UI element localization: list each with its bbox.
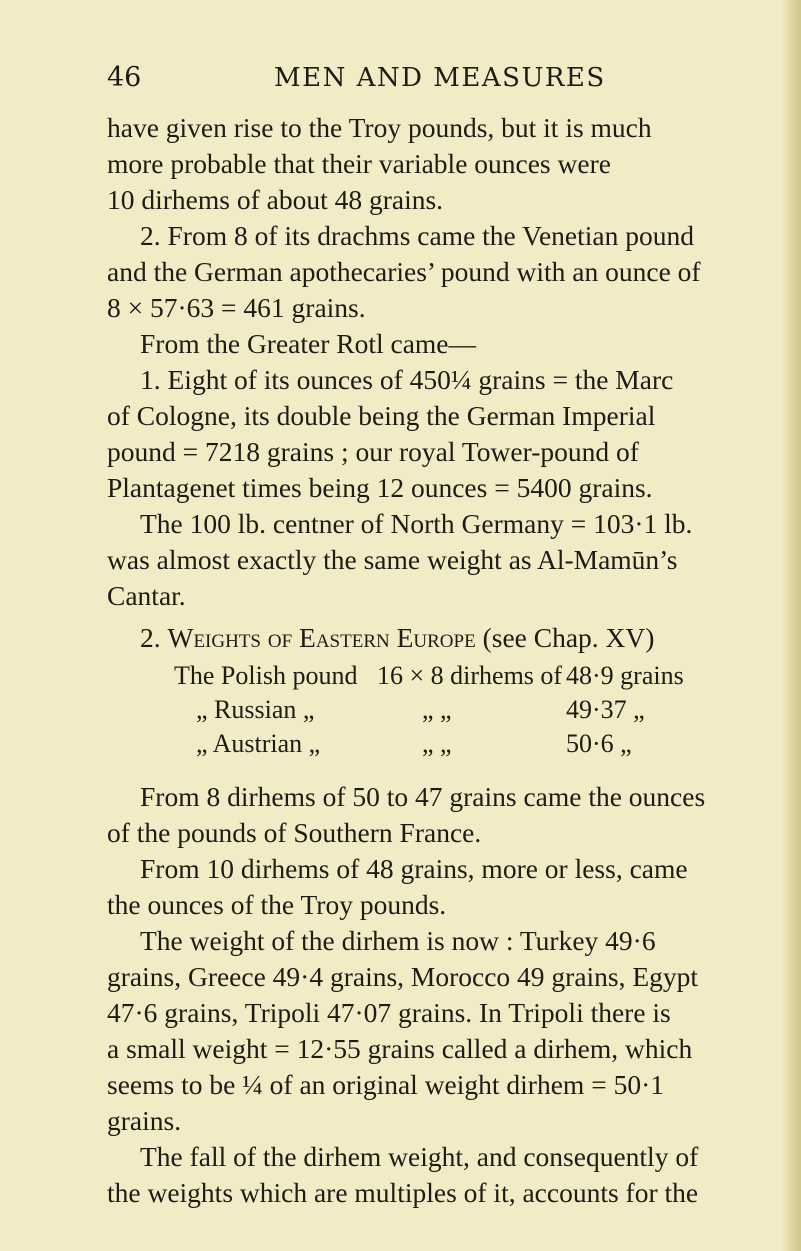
text-line: the weights which are multiples of it, accounts for the [107,1177,699,1208]
table-row [174,659,694,693]
section-heading [140,620,654,656]
table-cell-value: 50·6 „ [566,729,632,758]
text-line: 1. Eight of its ounces of 450¼ grains = the Marc [140,364,674,395]
text-line: The 100 lb. centner of North Germany = 103·1 lb. [140,508,693,539]
section-number: 2. [140,622,161,653]
text-line: grains, Greece 49·4 grains, Morocco 49 grains, Egypt [107,961,699,992]
table-cell-value: 49·37 „ [566,695,645,724]
text-line: From the Greater Rotl came— [140,328,477,359]
text-line: seems to be ¼ of an original weight dirhem = 50·1 [107,1069,664,1100]
section-note: (see Chap. XV) [482,622,655,653]
text-line: the ounces of the Troy pounds. [107,889,447,920]
page-edge-shadow [781,0,801,1251]
text-line: pound = 7218 grains ; our royal Tower-pound of [107,436,639,467]
text-line: grains. [107,1105,182,1136]
table-cell-value: 48·9 grains [566,661,684,690]
running-title: MEN AND MEASURES [274,63,606,93]
table-cell-formula: „ „ [422,695,452,724]
text-line: The weight of the dirhem is now : Turkey 49·6 [140,925,656,956]
table-cell-formula: 16 × 8 dirhems of [377,661,563,690]
running-header [107,58,707,98]
text-line: of the pounds of Southern France. [107,817,482,848]
table-cell-label: „ Austrian „ [196,729,321,758]
text-line: of Cologne, its double being the German Imperial [107,400,656,431]
text-line: From 10 dirhems of 48 grains, more or less, came [140,853,688,884]
table-cell-label: „ Russian „ [196,695,315,724]
section-title: Weights of Eastern Europe [167,622,476,653]
table-row [174,693,694,727]
text-line: and the German apothecaries’ pound with an ounce of [107,256,701,287]
text-line: From 8 dirhems of 50 to 47 grains came the ounces [140,781,706,812]
page-number: 46 [107,62,142,93]
text-line: was almost exactly the same weight as Al-Mamūn’s [107,544,678,575]
text-line: The fall of the dirhem weight, and consequently of [140,1141,699,1172]
table-row [174,727,694,761]
text-line: more probable that their variable ounces were [107,148,611,179]
text-line: Cantar. [107,580,186,611]
text-line: 10 dirhems of about 48 grains. [107,184,444,215]
text-line: a small weight = 12·55 grains called a dirhem, which [107,1033,693,1064]
text-line: Plantagenet times being 12 ounces = 5400 grains. [107,472,653,503]
text-line: 8 × 57·63 = 461 grains. [107,292,366,323]
text-line: 47·6 grains, Tripoli 47·07 grains. In Tripoli there is [107,997,671,1028]
table-cell-label: The Polish pound [174,661,358,690]
text-line: have given rise to the Troy pounds, but it is much [107,112,652,143]
text-line: 2. From 8 of its drachms came the Venetian pound [140,220,694,251]
table-cell-formula: „ „ [422,729,452,758]
